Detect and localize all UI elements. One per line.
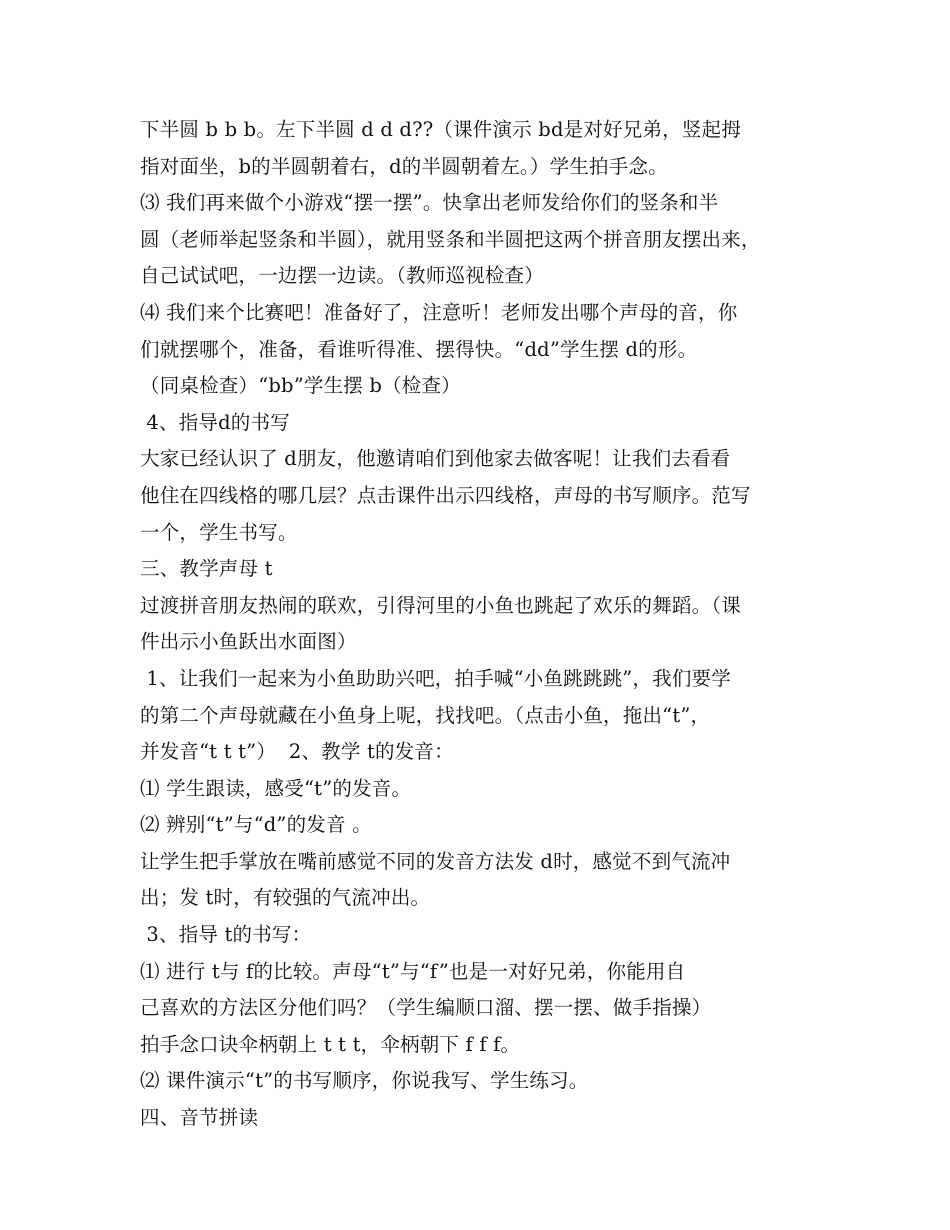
text-line: ⑷ 我们来个比赛吧！准备好了，注意听！老师发出哪个声母的音，你 [140, 300, 738, 324]
text-line: 们就摆哪个，准备，看谁听得准、摆得快。“dd”学生摆 d的形。 [140, 337, 698, 361]
text-line: 拍手念口诀伞柄朝上 t t t，伞柄朝下 f f f。 [140, 1032, 521, 1056]
section-heading: 三、教学声母 t [140, 557, 273, 581]
section-heading: 4、指导d的书写 [140, 410, 290, 434]
text-line: 并发音“t t t”） 2、教学 t的发音： [140, 740, 454, 764]
text-line: 出；发 t时，有较强的气流冲出。 [140, 886, 431, 910]
text-line: 过渡拼音朋友热闹的联欢，引得河里的小鱼也跳起了欢乐的舞蹈。（课 [140, 593, 741, 617]
section-heading: 四、音节拼读 [140, 1106, 259, 1130]
section-heading: 3、指导 t的书写： [140, 923, 312, 947]
text-line: ⑵ 课件演示“t”的书写顺序，你说我写、学生练习。 [140, 1069, 589, 1093]
text-line: ⑶ 我们再来做个小游戏“摆一摆”。快拿出老师发给你们的竖条和半 [140, 191, 719, 215]
text-line: 己喜欢的方法区分他们吗？（学生编顺口溜、摆一摆、做手指操） [140, 996, 712, 1020]
text-line: 让学生把手掌放在嘴前感觉不同的发音方法发 d时，感觉不到气流冲 [140, 849, 731, 873]
text-line: 的第二个声母就藏在小鱼身上呢，找找吧。（点击小鱼，拖出“t”， [140, 703, 711, 727]
text-line: ⑴ 学生跟读，感受“t”的发音。 [140, 776, 412, 800]
text-line: ⑴ 进行 t与 f的比较。声母“t”与“f”也是一对好兄弟，你能用自 [140, 959, 686, 983]
text-line: 下半圆 b b b。左下半圆 d d d??（课件演示 bd是对好兄弟，竖起拇 [140, 118, 741, 141]
text-line: 件出示小鱼跃出水面图） [140, 630, 357, 654]
document-body [140, 112, 820, 1137]
text-line: 大家已经认识了 d朋友，他邀请咱们到他家去做客呢！让我们去看看 [140, 447, 731, 471]
text-line: （同桌检查）“bb”学生摆 b（检查） [140, 374, 461, 398]
text-line: 一个，学生书写。 [140, 520, 298, 544]
text-line: ⑵ 辨别“t”与“d”的发音 。 [140, 813, 372, 837]
text-line: 指对面坐，b的半圆朝着右，d的半圆朝着左。）学生拍手念。 [140, 154, 668, 178]
text-line: 圆（老师举起竖条和半圆），就用竖条和半圆把这两个拼音朋友摆出来， [140, 227, 761, 251]
text-line: 他住在四线格的哪几层？点击课件出示四线格，声母的书写顺序。范写 [140, 483, 751, 507]
text-line: 自己试试吧，一边摆一边读。（教师巡视检查） [140, 264, 544, 288]
text-line: 1、让我们一起来为小鱼助助兴吧，拍手喊“小鱼跳跳跳”，我们要学 [140, 666, 731, 690]
